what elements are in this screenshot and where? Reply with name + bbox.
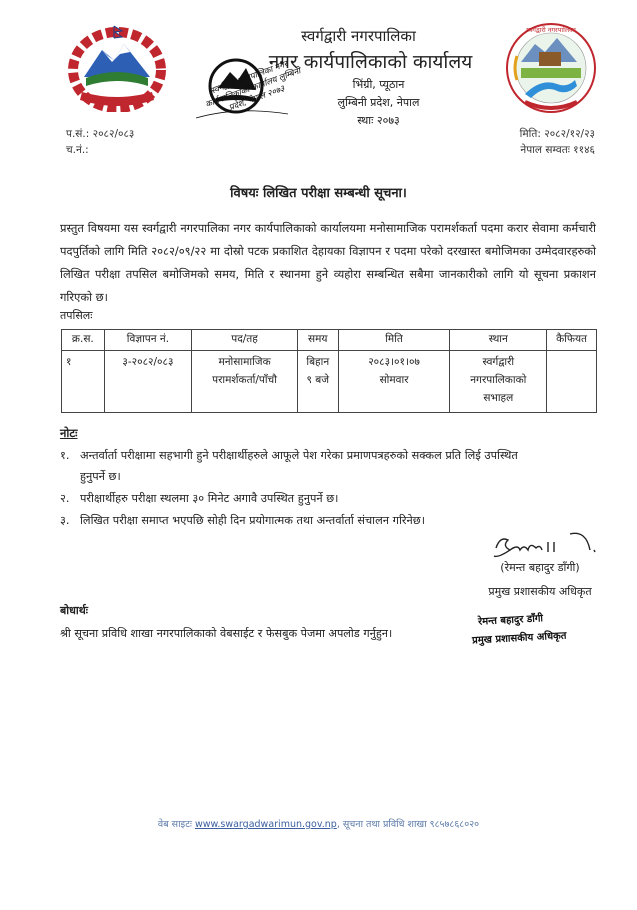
note-number: २. [60, 492, 70, 505]
logo-text: स्वर्गद्वारी नगरपालिका [526, 26, 576, 34]
nepal-samvat: नेपाल सम्वतः ११४६ [520, 144, 595, 156]
date-line-1: २०८३।०१।०७ [368, 356, 420, 368]
header-place: स्थान [450, 330, 547, 351]
table-header-row [62, 330, 597, 351]
dispatch-number: च.नं.: [66, 144, 89, 156]
signatory-designation: प्रमुख प्रशासकीय अधिकृत [488, 585, 592, 598]
address-line-2: लुम्बिनी प्रदेश, नेपाल [337, 96, 420, 109]
cell-post [192, 351, 298, 413]
bodharth-line: श्री सूचना प्रविधि शाखा नगरपालिकाको वेबसाईट र फेसबुक पेजमा अपलोड गर्नुहुन। [60, 627, 393, 640]
municipality-name: स्वर्गद्वारी नगरपालिका [301, 27, 416, 45]
signatory-name: (रेमन्त बहादुर डाँगी) [500, 561, 580, 574]
cell-place [450, 351, 547, 413]
name-stamp: रेमन्त बहादुर डाँगी [477, 613, 544, 628]
note-item-3 [60, 510, 600, 531]
note-number: १. [60, 449, 70, 462]
office-name: नगर कार्यपालिकाको कार्यालय [268, 51, 473, 73]
note-text: परीक्षार्थीहरु परीक्षा स्थलमा ३० मिनेट अगावै उपस्थित हुनुपर्ने छ। [80, 492, 339, 505]
reference-number: प.सं.: २०८२/०८३ [66, 128, 135, 140]
bodharth-heading: बोधार्थः [60, 604, 88, 617]
notice-body: प्रस्तुत विषयमा यस स्वर्गद्वारी नगरपालिका नगर कार्यपालिकाको कार्यालयमा मनोसामाजिक परामर्शकर्ता पदमा करार सेवामा कर्मचारी पदपुर्तिको लागि मिति २०८२/०९/२२ मा दोस्रो पटक प्रकाशित देहायका विज्ञापन र पदमा परेको दरखास्त बमोजिमका उम्मेदवारहरुको लिखित परीक्षा तपसिल बमोजिमको समय, मिति र स्थानमा हुने व्यहोरा सम्बन्धित सबैमा जानकारीको लागि यो सूचना प्रकाशन गरिएको छ। [60, 221, 596, 304]
cell-sn: १ [62, 351, 105, 413]
note-text-continued: हुनुपर्ने छ। [80, 470, 121, 483]
municipality-logo-icon [505, 22, 597, 114]
place-line-3: सभाहल [483, 392, 514, 404]
post-line-1: मनोसामाजिक [218, 356, 271, 368]
notes-heading: नोटः [60, 426, 78, 440]
cell-time [297, 351, 338, 413]
header-remarks: कैफियत [547, 330, 597, 351]
header-sn: क्र.स. [62, 330, 105, 351]
address-line-1: भिंग्री, प्यूठान [352, 78, 405, 91]
header-ad-no: विज्ञापन नं. [104, 330, 191, 351]
established-year: स्थाः २०७३ [357, 114, 400, 127]
date-line-2: सोमवार [379, 374, 409, 386]
place-line-1: स्वर्गद्वारी [482, 356, 515, 368]
note-text: लिखित परीक्षा समाप्त भएपछि सोही दिन प्रयोगात्मक तथा अन्तर्वार्ता संचालन गरिनेछ। [80, 514, 426, 527]
post-line-2: परामर्शकर्ता/पाँचौ [212, 374, 277, 386]
exam-schedule-table [61, 329, 597, 413]
issue-date: मिति: २०८२/१२/२३ [519, 128, 595, 140]
footer-suffix: , सूचना तथा प्रविधि शाखा ९८५७८६८०२० [336, 819, 480, 830]
time-line-1: बिहान [306, 356, 330, 368]
note-text: अन्तर्वार्ता परीक्षामा सहभागी हुने परीक्षार्थीहरुले आफूले पेश गरेका प्रमाणपत्रहरुको सक्कल प्रति लिई उपस्थित [80, 449, 518, 462]
website-link[interactable]: www.swargadwarimun.gov.np [194, 819, 337, 830]
note-item-2 [60, 488, 600, 509]
note-number: ३. [60, 514, 70, 527]
cell-remarks [547, 351, 597, 413]
table-row [62, 351, 597, 413]
cell-date [338, 351, 450, 413]
details-label: तपसिलः [60, 309, 93, 322]
stamp-text: स्वर्गद्वारी नगरपालिका नगर कार्यपालिकाको कार्यालय लुम्बिनी प्रदेश, नेपाल २०७३ [204, 59, 303, 114]
header-post: पद/तह [192, 330, 298, 351]
place-line-2: नगरपालिकाको [470, 374, 527, 386]
cell-ad-no: ३-२०८२/०८३ [104, 351, 191, 413]
header-date: मिति [338, 330, 450, 351]
footer-prefix: वेब साइटः [157, 819, 192, 830]
header-time: समय [297, 330, 338, 351]
notice-subject: विषयः लिखित परीक्षा सम्बन्धी सूचना। [230, 186, 407, 201]
designation-stamp: प्रमुख प्रशासकीय अधिकृत [471, 630, 567, 647]
note-item-1 [60, 445, 600, 487]
time-line-2: ९ बजे [306, 374, 330, 386]
page-footer [0, 817, 637, 830]
